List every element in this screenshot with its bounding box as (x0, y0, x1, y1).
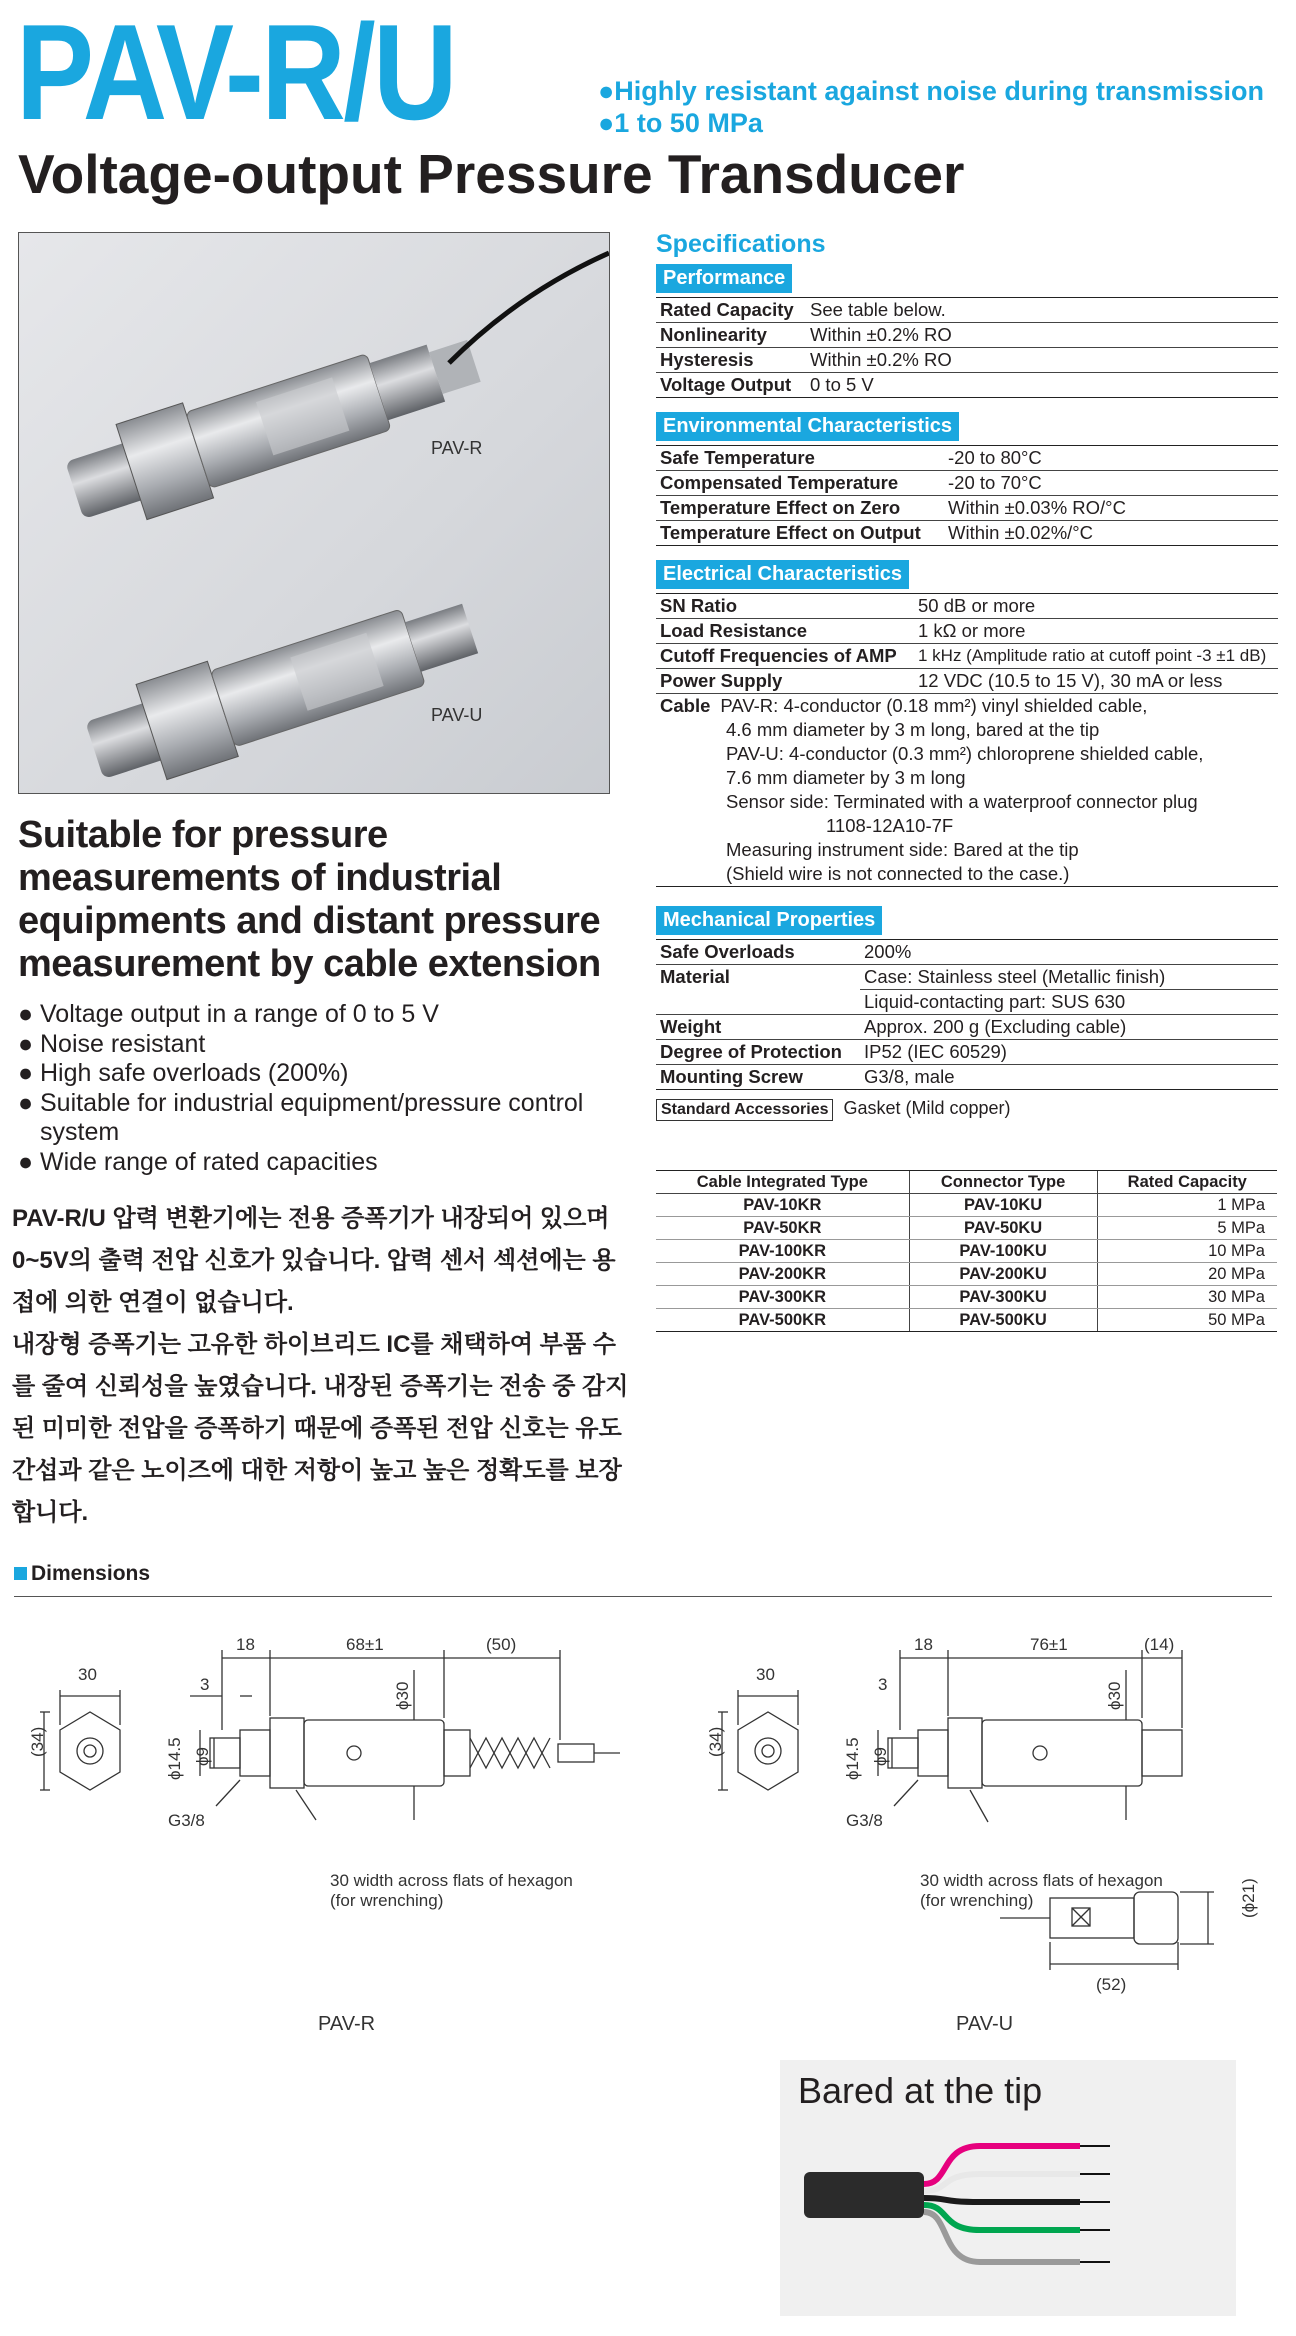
spec-key: Power Supply (656, 669, 914, 694)
spec-key: Temperature Effect on Zero (656, 496, 944, 521)
spec-key: Voltage Output (656, 373, 806, 398)
product-subtitle: Voltage-output Pressure Transducer (18, 143, 965, 205)
accessories-value: Gasket (Mild copper) (843, 1098, 1011, 1118)
table-cell: PAV-300KR (656, 1286, 909, 1309)
spec-key: Safe Temperature (656, 446, 944, 471)
spec-value: Within ±0.02%/°C (944, 521, 1278, 546)
table-row (656, 471, 1278, 496)
dim-label: ϕ14.5 (843, 1737, 862, 1780)
table-cell: 1 MPa (1097, 1194, 1277, 1217)
wire-3 (924, 2205, 1080, 2230)
dim-label: ϕ14.5 (165, 1737, 184, 1780)
drawing-label: PAV-R (318, 2013, 376, 2035)
table-row (656, 862, 1278, 887)
table-row (656, 348, 1278, 373)
table-cell: PAV-50KU (909, 1217, 1097, 1240)
dim-label: 30 (756, 1665, 775, 1684)
section-label: Mechanical Properties (656, 906, 882, 935)
cable-line: PAV-U: 4-conductor (0.3 mm²) chloroprene shielded cable, (726, 743, 1204, 764)
korean-paragraph: 내장형 증폭기는 고유한 하이브리드 IC를 채택하여 부품 수를 줄여 신뢰성을 높였습니다. 내장된 증폭기는 전송 중 감지된 미미한 전압을 증폭하기 때문에 증폭된 전압 신호는 유도 간섭과 같은 노이즈에 대한 저항이 높고 높은 정확도를 보장합니다. (12, 1331, 629, 1526)
photo-label-pav-u: PAV-U (431, 705, 483, 725)
table-cell: PAV-10KR (656, 1194, 909, 1217)
table-row (656, 619, 1278, 644)
dim-label: ϕ9 (193, 1747, 212, 1766)
environmental-section (656, 412, 1278, 546)
spec-key: Degree of Protection (656, 1040, 860, 1065)
cable-line: 7.6 mm diameter by 3 m long (726, 767, 966, 788)
bared-tip-title: Bared at the tip (798, 2070, 1043, 2111)
feature-list (18, 1000, 618, 1177)
list-item: ● Voltage output in a range of 0 to 5 V (18, 1000, 618, 1030)
spec-value: Within ±0.2% RO (806, 323, 1278, 348)
table-cell: 10 MPa (1097, 1240, 1277, 1263)
performance-table (656, 297, 1278, 398)
feature-noise: ●Highly resistant against noise during transmission (598, 76, 1264, 106)
column-header: Connector Type (909, 1171, 1097, 1194)
spec-key: Cable (660, 695, 711, 716)
spec-value: -20 to 80°C (944, 446, 1278, 471)
wire-2 (924, 2198, 1080, 2202)
spec-key: Safe Overloads (656, 940, 860, 965)
spec-key: Compensated Temperature (656, 471, 944, 496)
headline: Suitable for pressure measurements of industrial equipments and distant pressure measurement by cable extension (18, 814, 601, 985)
table-row (656, 496, 1278, 521)
table-cell: PAV-50KR (656, 1217, 909, 1240)
spec-key (656, 990, 860, 1015)
cable-row (656, 694, 1278, 719)
spec-value: Liquid-contacting part: SUS 630 (860, 990, 1278, 1015)
dim-label: 30 (78, 1665, 97, 1684)
cable-line: Sensor side: Terminated with a waterproof connector plug (726, 791, 1198, 812)
table-row (656, 323, 1278, 348)
table-cell: PAV-10KU (909, 1194, 1097, 1217)
product-photo (18, 232, 610, 794)
dim-label: G3/8 (168, 1811, 205, 1830)
dim-label: (34) (28, 1726, 47, 1757)
dim-note: (for wrenching) (330, 1891, 444, 1910)
table-cell: 5 MPa (1097, 1217, 1277, 1240)
model-table (656, 1170, 1277, 1332)
table-row (656, 1286, 1277, 1309)
table-row (656, 694, 1278, 719)
dim-label: ϕ9 (871, 1747, 890, 1766)
korean-paragraph: PAV-R/U 압력 변환기에는 전용 증폭기가 내장되어 있으며 0~5V의 출력 전압 신호가 있습니다. 압력 센서 섹션에는 용접에 의한 연결이 없습니다. (12, 1205, 616, 1316)
pav-u-drawing (718, 1650, 1214, 1970)
list-item: ● Noise resistant (18, 1030, 618, 1060)
cable-line: 1108-12A10-7F (826, 815, 954, 836)
dim-label: (52) (1096, 1975, 1127, 1994)
spec-value: 12 VDC (10.5 to 15 V), 30 mA or less (914, 669, 1278, 694)
list-item: ● Suitable for industrial equipment/pressure control system (18, 1089, 618, 1148)
dim-label: (34) (706, 1726, 725, 1757)
table-row (656, 1309, 1277, 1332)
dim-label: (ϕ21) (1239, 1878, 1258, 1918)
spec-value: 0 to 5 V (806, 373, 1278, 398)
spec-key: Material (660, 966, 730, 988)
table-row (656, 594, 1278, 619)
spec-value: IP52 (IEC 60529) (860, 1040, 1278, 1065)
table-cell: 20 MPa (1097, 1263, 1277, 1286)
dim-label: 3 (878, 1675, 888, 1694)
standard-accessories (656, 1098, 1011, 1121)
photo-label-pav-r: PAV-R (431, 438, 483, 458)
table-row (656, 1194, 1277, 1217)
mechanical-section (656, 906, 1278, 1090)
table-row (656, 644, 1278, 669)
spec-value: 1 kΩ or more (914, 619, 1278, 644)
table-row (656, 1217, 1277, 1240)
list-item: ● High safe overloads (200%) (18, 1059, 618, 1089)
table-row (656, 940, 1278, 965)
table-row (656, 1240, 1277, 1263)
mechanical-table (656, 939, 1278, 1090)
table-row (656, 446, 1278, 471)
spec-value: -20 to 70°C (944, 471, 1278, 496)
dimensions-heading (14, 1562, 1272, 1597)
dim-label: (14) (1144, 1635, 1175, 1654)
spec-key: Nonlinearity (656, 323, 806, 348)
table-row (656, 1065, 1278, 1090)
table-cell: PAV-200KU (909, 1263, 1097, 1286)
spec-key: Cutoff Frequencies of AMP (656, 644, 914, 669)
spec-value: See table below. (806, 298, 1278, 323)
pav-u-sensor (79, 581, 486, 793)
cable-line: Measuring instrument side: Bared at the tip (726, 839, 1079, 860)
table-row (656, 373, 1278, 398)
table-row (656, 838, 1278, 862)
spec-key: Rated Capacity (656, 298, 806, 323)
cable-illustration (780, 2130, 1236, 2316)
dimension-drawings (0, 1630, 1296, 2060)
electrical-table (656, 593, 1278, 887)
dim-label: 3 (200, 1675, 210, 1694)
spec-value: G3/8, male (860, 1065, 1278, 1090)
spec-value: 50 dB or more (914, 594, 1278, 619)
dimensions-title: Dimensions (31, 1562, 151, 1585)
table-row (656, 298, 1278, 323)
cable-line: PAV-R: 4-conductor (0.18 mm²) vinyl shielded cable, (720, 695, 1148, 716)
environmental-table (656, 445, 1278, 546)
table-cell: PAV-100KU (909, 1240, 1097, 1263)
dim-label: (50) (486, 1635, 517, 1654)
dim-label: 68±1 (346, 1635, 384, 1654)
performance-section (656, 264, 1278, 398)
cable-line: (Shield wire is not connected to the case.) (656, 862, 1278, 887)
pav-u-dim-labels (706, 1635, 1258, 2035)
table-row (656, 965, 1278, 990)
electrical-section (656, 560, 1278, 887)
spec-value: Within ±0.03% RO/°C (944, 496, 1278, 521)
cable-jacket (804, 2172, 924, 2218)
cable-line: 4.6 mm diameter by 3 m long, bared at the tip (726, 719, 1100, 740)
table-row (656, 814, 1278, 838)
dim-label: 18 (914, 1635, 933, 1654)
spec-value: Approx. 200 g (Excluding cable) (860, 1015, 1278, 1040)
column-header: Cable Integrated Type (656, 1171, 909, 1194)
table-row (656, 1040, 1278, 1065)
table-cell: PAV-100KR (656, 1240, 909, 1263)
pav-r-drawing (40, 1650, 620, 1820)
table-cell: 30 MPa (1097, 1286, 1277, 1309)
table-row (656, 669, 1278, 694)
dim-note: (for wrenching) (920, 1891, 1034, 1910)
spec-value: 200% (860, 940, 1278, 965)
list-item: ● Wide range of rated capacities (18, 1148, 618, 1178)
table-row (656, 990, 1278, 1015)
table-cell: PAV-500KU (909, 1309, 1097, 1332)
korean-description (12, 1198, 632, 1534)
dim-label: 76±1 (1030, 1635, 1068, 1654)
section-label: Performance (656, 264, 792, 293)
table-cell: PAV-300KU (909, 1286, 1097, 1309)
spec-key: Weight (656, 1015, 860, 1040)
bared-tip-panel (780, 2060, 1236, 2316)
dim-label: G3/8 (846, 1811, 883, 1830)
dim-note: 30 width across flats of hexagon (330, 1871, 573, 1890)
table-row (656, 521, 1278, 546)
spec-key: Load Resistance (656, 619, 914, 644)
wire-1 (924, 2174, 1080, 2191)
spec-value: 1 kHz (Amplitude ratio at cutoff point -3 ±1 dB) (914, 644, 1278, 669)
accessories-label: Standard Accessories (656, 1099, 833, 1121)
pav-r-sensor (59, 313, 489, 538)
dim-label: 18 (236, 1635, 255, 1654)
table-header-row (656, 1171, 1277, 1194)
dim-label: ϕ30 (1105, 1681, 1124, 1710)
feature-pressure-range: ●1 to 50 MPa (598, 108, 763, 138)
table-cell: 50 MPa (1097, 1309, 1277, 1332)
spec-key: Temperature Effect on Output (656, 521, 944, 546)
wire-group (924, 2146, 1110, 2262)
product-model-title: PAV-R/U (16, 0, 455, 148)
table-cell: PAV-200KR (656, 1263, 909, 1286)
dim-label: ϕ30 (393, 1681, 412, 1710)
spec-value: Within ±0.2% RO (806, 348, 1278, 373)
specifications-title: Specifications (656, 230, 826, 258)
table-row (656, 742, 1278, 766)
section-label: Electrical Characteristics (656, 560, 909, 589)
table-row (656, 1263, 1277, 1286)
spec-key: Mounting Screw (656, 1065, 860, 1090)
dim-note: 30 width across flats of hexagon (920, 1871, 1163, 1890)
table-row (656, 790, 1278, 814)
table-cell: PAV-500KR (656, 1309, 909, 1332)
wire-0 (924, 2146, 1080, 2184)
pav-r-dim-labels (28, 1635, 573, 2035)
transducer-illustration (19, 233, 609, 793)
table-row (656, 766, 1278, 790)
drawing-label: PAV-U (956, 2013, 1014, 2035)
column-header: Rated Capacity (1097, 1171, 1277, 1194)
section-marker-icon (14, 1567, 27, 1580)
section-label: Environmental Characteristics (656, 412, 959, 441)
spec-key: SN Ratio (656, 594, 914, 619)
table-row (656, 1015, 1278, 1040)
table-row (656, 718, 1278, 742)
spec-key: Hysteresis (656, 348, 806, 373)
spec-value: Case: Stainless steel (Metallic finish) (860, 965, 1278, 990)
